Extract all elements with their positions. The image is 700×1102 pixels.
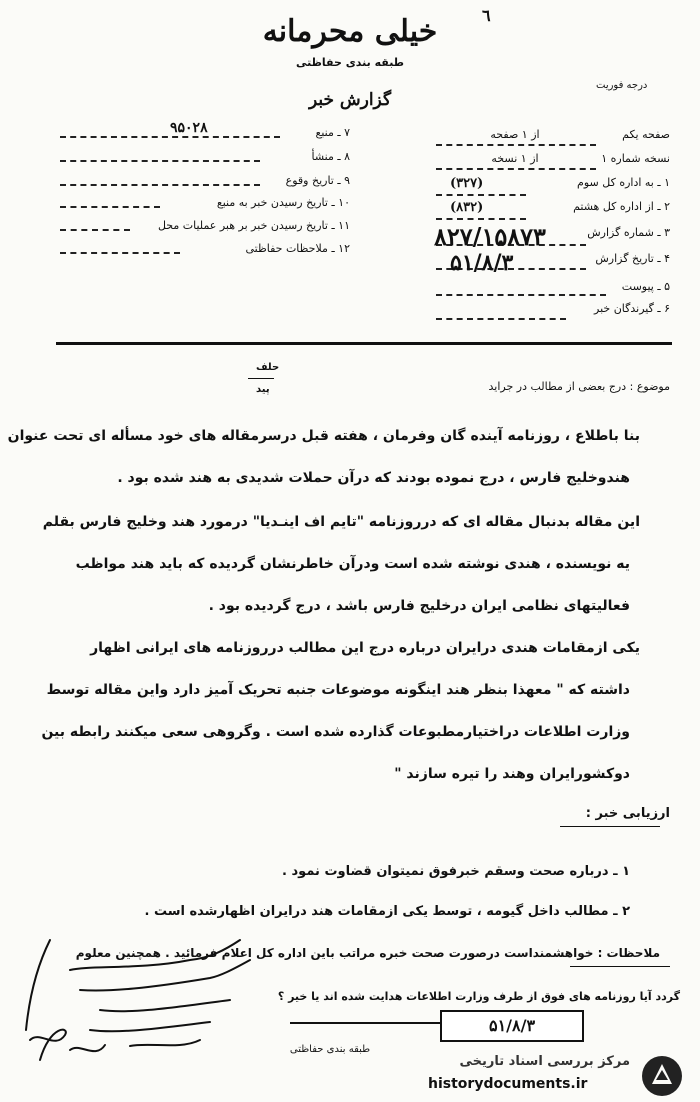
footer-classification: طبقه بندی حفاظتی xyxy=(289,1044,371,1055)
page-count: از ۱ صفحه xyxy=(490,128,540,141)
report-date: ۵۱/۸/۳ xyxy=(450,250,514,276)
notes-continued: گردد آیا روزنامه های فوق از طرف وزارت اطلاعات هدایت شده اند یا خیر ؟ xyxy=(277,990,680,1003)
field-occurrence-date: ۹ ـ تاریخ وقوع xyxy=(285,174,350,187)
watermark-title: مرکز بررسی اسناد تاریخی xyxy=(459,1054,630,1069)
watermark xyxy=(408,1052,688,1100)
body-line: یه نویسنده ، هندی نوشته شده است ودرآن خاطرنشان گردیده که باید هند مواظب xyxy=(75,556,630,572)
field-copy: نسخه شماره ۱ xyxy=(601,152,670,165)
dept-from-code: (۸۳۲) xyxy=(450,200,484,215)
copy-count: از ۱ نسخه xyxy=(491,152,539,165)
body-line: دوکشورایران وهند را تیره سازند " xyxy=(394,766,630,782)
report-number: ۸۲۷/۱۵۸۷۳ xyxy=(434,222,546,251)
body-line: فعالیتهای نظامی ایران درخلیج فارس باشد ، درج گردیده بود . xyxy=(208,598,630,614)
field-recipients: ۶ ـ گیرندگان خبر xyxy=(594,302,670,315)
field-local-receipt-date: ۱۱ ـ تاریخ رسیدن خبر بر هبر عملیات محل xyxy=(157,219,350,232)
field-origin: ۸ ـ منشأ xyxy=(311,150,350,163)
evaluation-item: ۲ ـ مطالب داخل گیومه ، توسط یکی ازمقامات هند درایران اظهارشده است . xyxy=(144,904,630,919)
field-security-notes: ۱۲ ـ ملاحظات حفاظتی xyxy=(245,242,350,255)
watermark-url: historydocuments.ir xyxy=(428,1076,588,1092)
page-number: ٦ xyxy=(482,6,491,25)
handwritten-annotation xyxy=(10,930,270,1100)
field-report-date: ۴ ـ تاریخ گزارش xyxy=(595,252,670,265)
field-to-dept: ۱ ـ به اداره کل سوم xyxy=(577,176,670,189)
body-line: داشته که " معهذا بنظر هند اینگونه موضوعات جنبه تحریک آمیز دارد واین مقاله توسط xyxy=(46,682,630,698)
classification-subtitle: طبقه بندی حفاظتی xyxy=(295,56,405,69)
classification-title: خیلی محرمانه xyxy=(262,14,438,49)
evaluation-title: ارزیابی خبر : xyxy=(585,806,670,821)
side-mark-top: حلف xyxy=(256,362,280,373)
notes: ملاحظات : خواهشمنداست درصورت صحت خبره مراتب باین اداره کل اعلام فرمائید . همچنین معلوم xyxy=(75,946,660,960)
field-source-receipt-date: ۱۰ ـ تاریخ رسیدن خبر به منبع xyxy=(216,196,350,209)
subject: موضوع : درج بعضی از مطالب در جراید xyxy=(488,380,670,393)
field-report-number: ۳ ـ شماره گزارش xyxy=(587,226,670,239)
body-line: این مقاله بدنبال مقاله ای که درروزنامه "تایم اف اینـدیا" درمورد هند وخلیج فارس بقلم xyxy=(42,514,640,530)
document-type: گزارش خبر xyxy=(308,90,392,110)
urgency-label: درجه فوریت xyxy=(596,80,648,91)
field-from-dept: ۲ ـ از اداره کل هشتم xyxy=(573,200,670,213)
body-line: وزارت اطلاعات دراختیارمطبوعات گذارده شده است . وگروهی سعی میکنند رابطه بین xyxy=(41,724,630,740)
evaluation-item: ۱ ـ درباره صحت وسقم خبرفوق نمیتوان قضاوت نمود . xyxy=(282,864,630,879)
date-stamp xyxy=(440,1010,584,1042)
stamp-date: ۵۱/۸/۳ xyxy=(488,1016,536,1035)
archive-logo-icon xyxy=(640,1054,684,1098)
header-separator xyxy=(56,342,672,345)
body-line: هندوخلیج فارس ، درج نموده بودند که درآن حملات شدیدی به هند شده بود . xyxy=(117,470,630,486)
field-page: صفحه یکم xyxy=(622,128,670,141)
field-source: ۷ ـ منبع xyxy=(315,126,350,139)
field-attachment: ۵ ـ پیوست xyxy=(621,280,670,293)
body-line: یکی ازمقامات هندی درایران درباره درج این مطالب درروزنامه های ایرانی اظهار xyxy=(90,640,640,656)
side-mark-bottom: پید xyxy=(256,384,270,395)
source-value: ۹۵۰۲۸ xyxy=(170,120,208,136)
dept-to-code: (۳۲۷) xyxy=(450,176,484,191)
body-line: بنا باطلاع ، روزنامه آینده گان وفرمان ، هفته قبل درسرمقاله های خود مسأله ای تحت عنوان xyxy=(7,428,640,444)
